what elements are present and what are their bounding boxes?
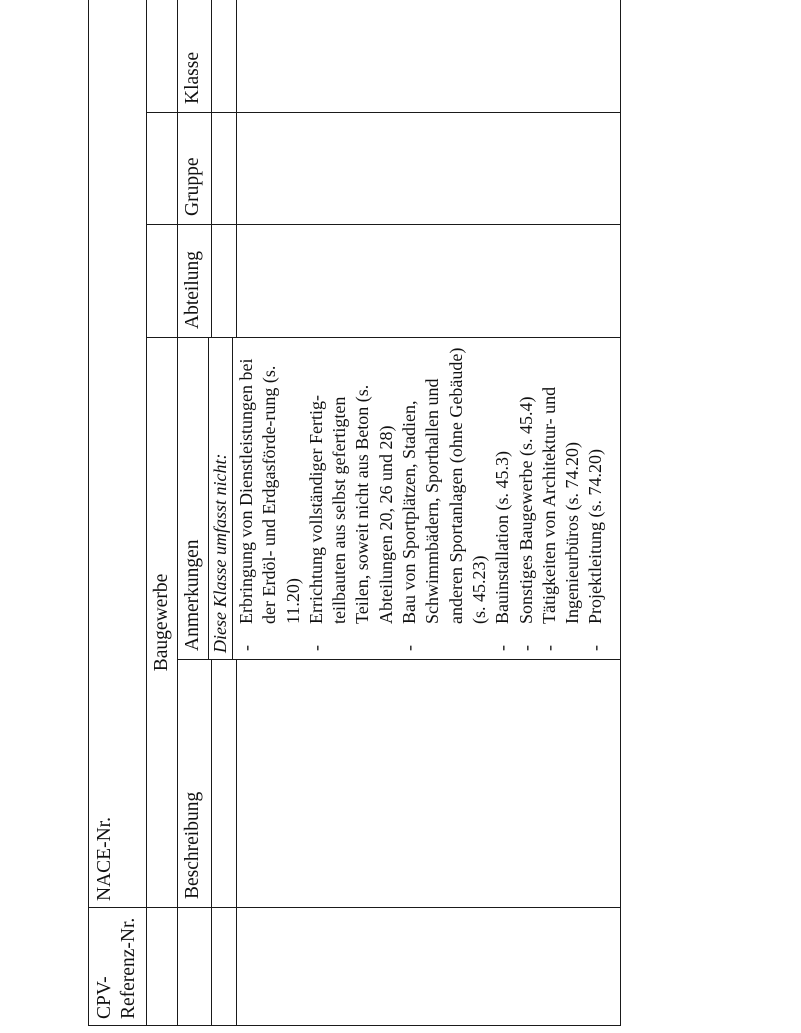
- cpv-empty-cell: [178, 908, 212, 1026]
- exclusion-item: - Bau von Sportplätzen, Stadien, Schwimmbädern, Sporthallen und anderen Sportanlagen (ohne Gebäude) (s. 45.23): [398, 344, 491, 653]
- section-row: [147, 0, 178, 1026]
- body-cell: [237, 113, 621, 225]
- rotated-table-frame: [88, 0, 621, 1026]
- exclusion-item: - Erbringung von Dienstleistungen bei der Erdöl- und Erdgasförde-rung (s. 11.20): [235, 344, 305, 653]
- body-cell: [237, 225, 621, 338]
- nace-header-cell: [89, 0, 147, 908]
- nace-number-label: NACE-Nr.: [94, 817, 115, 901]
- exclusion-item: - Errichtung vollständiger Fertig-teilbauten aus selbst gefertigten Teilen, soweit nicht aus Beton (s. Abteilungen 20, 26 und 28): [305, 344, 398, 653]
- abteilung-header-cell: [178, 225, 212, 338]
- blank-cell: [212, 113, 237, 225]
- section-abteilung-cell: [147, 225, 178, 338]
- body-cell: [237, 660, 621, 908]
- blank-cell: [212, 908, 237, 1026]
- blank-cell: [212, 225, 237, 338]
- cpv-header-cell: [89, 908, 147, 1026]
- section-gruppe-cell: [147, 113, 178, 225]
- body-cell: [237, 908, 621, 1026]
- beschreibung-header-cell: [178, 660, 212, 908]
- exclusions-list: [233, 344, 608, 653]
- exclusion-item: - Projektleitung (s. 74.20): [584, 344, 607, 653]
- gruppe-header-cell: [178, 113, 212, 225]
- body-cell: [237, 0, 621, 113]
- nace-classification-table: [88, 0, 621, 1026]
- exclusions-block: [209, 338, 608, 659]
- exclusion-item: - Tätigkeiten von Architektur- und Ingenieurbüros (s. 74.20): [538, 344, 585, 653]
- exclusion-item: - Bauinstallation (s. 45.3): [491, 344, 514, 653]
- beschreibung-label: Beschreibung: [182, 791, 203, 899]
- blank-cell: [212, 0, 237, 113]
- section-klasse-cell: [147, 0, 178, 113]
- cpv-empty-cell: [147, 908, 178, 1026]
- gruppe-label: Gruppe: [182, 157, 203, 216]
- klasse-label: Klasse: [182, 52, 203, 104]
- column-header-row: [178, 0, 212, 1026]
- abteilung-label: Abteilung: [182, 251, 203, 329]
- cpv-reference-label: CPV-Referenz-Nr.: [94, 917, 139, 1019]
- anmerkungen-cell: [178, 338, 621, 660]
- exclusion-item: - Sonstiges Baugewerbe (s. 45.4): [515, 344, 538, 653]
- section-title: Baugewerbe: [151, 573, 172, 672]
- klasse-header-cell: [178, 0, 212, 113]
- anmerkungen-label: Anmerkungen: [178, 338, 209, 659]
- blank-cell: [212, 660, 237, 908]
- exclusions-intro: Diese Klasse umfasst nicht:: [209, 338, 233, 659]
- header-row: [89, 0, 147, 1026]
- section-title-cell: [147, 338, 178, 908]
